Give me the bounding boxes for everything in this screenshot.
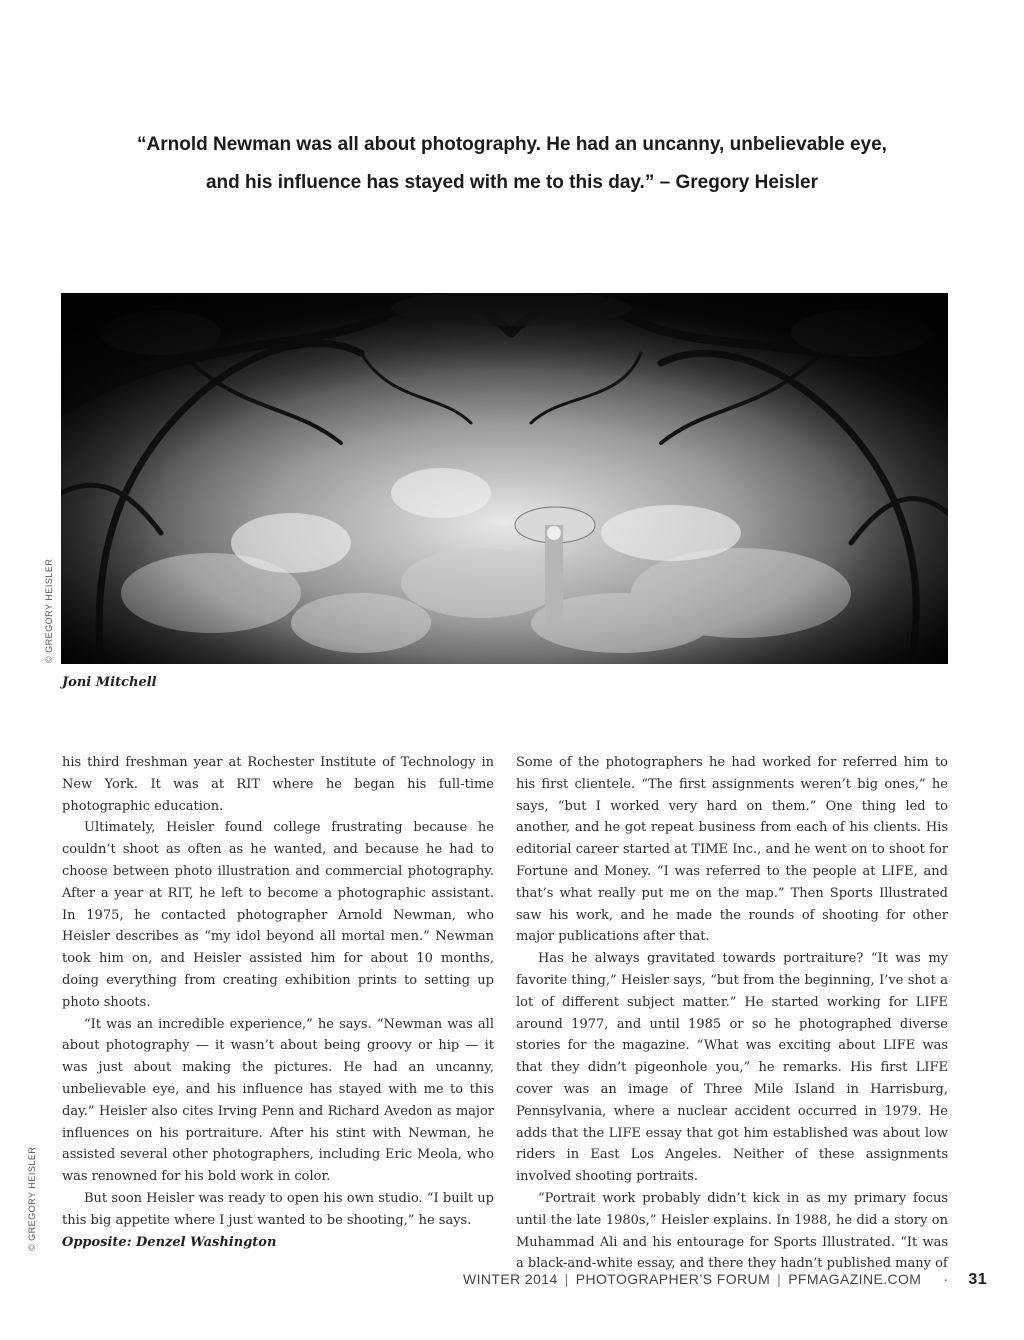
photo-credit-side: © GREGORY HEISLER bbox=[27, 1146, 37, 1251]
footer-magazine: PHOTOGRAPHER’S FORUM bbox=[575, 1271, 771, 1287]
photo-credit-top: © GREGORY HEISLER bbox=[44, 558, 54, 663]
page-number: 31 bbox=[968, 1271, 988, 1288]
pull-quote bbox=[60, 126, 964, 202]
footer-issue: WINTER 2014 bbox=[463, 1271, 558, 1287]
article-column-right bbox=[516, 752, 948, 1275]
pull-quote-line-2: and his influence has stayed with me to this day.” – Gregory Heisler bbox=[205, 172, 819, 193]
footer-url: PFMAGAZINE.COM bbox=[788, 1271, 922, 1287]
article-column-left bbox=[62, 752, 494, 1232]
joni-mitchell-photo bbox=[61, 293, 948, 664]
paragraph: Has he always gravitated towards portraiture? “It was my favorite thing,” Heisler says, “but from the beginning, I’ve shot a lot of different subject matter.” He started working for LIFE around 1977, and until 1985 or so he photographed diverse stories for the magazine. “What was exciting about LIFE was that they didn’t pigeonhole you,” he remarks. His first LIFE cover was an image of Three Mile Island in Harrisburg, Pennsylvania, where a nuclear accident occurred in 1979. He adds that the LIFE essay that got him established was about low riders in East Los Angeles. Neither of these assignments involved shooting portraits. bbox=[516, 951, 948, 1185]
garden-photo-illustration bbox=[61, 293, 948, 664]
opposite-caption: Opposite: Denzel Washington bbox=[62, 1235, 277, 1250]
paragraph: But soon Heisler was ready to open his own studio. “I built up this big appetite where I just wanted to be shooting,” he says. bbox=[62, 1190, 494, 1228]
pull-quote-line-1: “Arnold Newman was all about photography. He had an uncanny, unbelievable eye, bbox=[137, 134, 887, 155]
page-footer: WINTER 2014 | PHOTOGRAPHER’S FORUM | PFMAGAZINE.COM · 31 bbox=[463, 1271, 988, 1288]
paragraph: Some of the photographers he had worked for referred him to his first clientele. “The first assignments weren’t big ones,” he says, “but I worked very hard on them.” One thing led to another, and he got repeat business from each of his clients. His editorial career started at TIME Inc., and he went on to shoot for Fortune and Money. “I was referred to the people at LIFE, and that’s what really put me on the map.” Then Sports Illustrated saw his work, and he made the rounds of shooting for other major publications after that. bbox=[516, 755, 948, 945]
paragraph: “It was an incredible experience,” he says. “Newman was all about photography — it wasn’t about being groovy or hip — it was just about making the pictures. He had an uncanny, unbelievable eye, and his influence has stayed with me to this day.” Heisler also cites Irving Penn and Richard Avedon as major influences on his portraiture. After his stint with Newman, he assisted several other photographers, including Eric Meola, who was renowned for his bold work in color. bbox=[62, 1016, 494, 1185]
photo-caption: Joni Mitchell bbox=[62, 675, 157, 690]
paragraph: his third freshman year at Rochester Institute of Technology in New York. It was at RIT where he began his full-time photographic education. bbox=[62, 755, 494, 814]
paragraph: “Portrait work probably didn’t kick in as my primary focus until the late 1980s,” Heisler explains. In 1988, he did a story on Muhammad Ali and his entourage for Sports Illustrated. “It was a black-and-white essay, and there they hadn’t published many of bbox=[516, 1190, 948, 1272]
paragraph: Ultimately, Heisler found college frustrating because he couldn’t shoot as often as he wanted, and because he had to choose between photo illustration and commercial photography. After a year at RIT, he left to become a photographic assistant. In 1975, he contacted photographer Arnold Newman, who Heisler describes as “my idol beyond all mortal men.” Newman took him on, and Heisler assisted him for about 10 months, doing everything from creating exhibition prints to setting up photo shoots. bbox=[62, 820, 494, 1010]
